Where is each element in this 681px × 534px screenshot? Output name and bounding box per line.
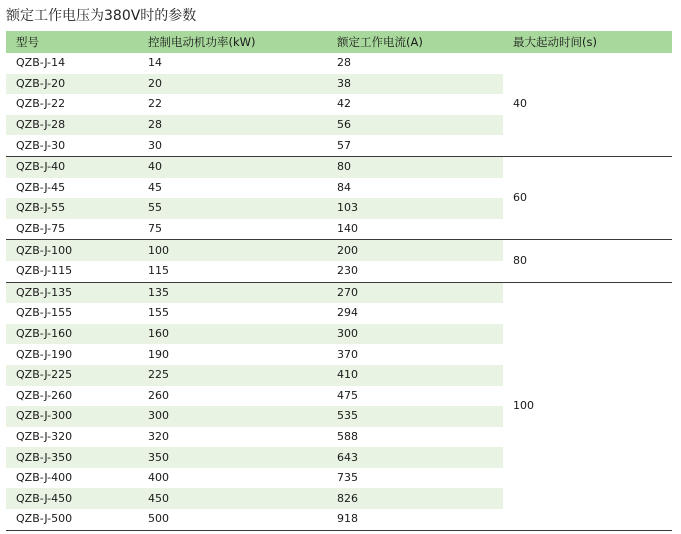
cell-motor-power: 225 — [138, 365, 327, 386]
cell-motor-power: 500 — [138, 509, 327, 530]
cell-motor-power: 75 — [138, 219, 327, 240]
cell-model: QZB-J-190 — [16, 347, 73, 361]
table-title: 额定工作电压为380V时的参数 — [6, 8, 197, 24]
cell-motor-power: 115 — [138, 261, 327, 282]
cell-rated-current: 57 — [327, 135, 503, 156]
table-row — [6, 240, 672, 261]
cell-model: QZB-J-400 — [16, 471, 73, 485]
cell-model: QZB-J-100 — [6, 240, 138, 261]
cell-model: QZB-J-155 — [16, 306, 73, 320]
cell-motor-power: 20 — [138, 74, 327, 95]
cell-motor-power: 260 — [148, 388, 169, 402]
cell-motor-power: 40 — [138, 156, 327, 177]
table-header — [6, 31, 672, 53]
cell-rated-current: 56 — [327, 115, 503, 136]
cell-model: QZB-J-160 — [6, 324, 138, 345]
cell-rated-current: 103 — [327, 198, 503, 219]
cell-max-start-time: 100 — [503, 282, 672, 530]
cell-rated-current: 84 — [337, 180, 351, 194]
cell-model: QZB-J-260 — [16, 388, 73, 402]
cell-max-start-time: 40 — [503, 53, 672, 156]
header-row — [6, 31, 672, 53]
cell-model: QZB-J-14 — [16, 56, 66, 70]
cell-model: QZB-J-500 — [6, 509, 138, 530]
cell-rated-current: 80 — [327, 156, 503, 177]
cell-rated-current: 270 — [327, 282, 503, 303]
cell-rated-current: 230 — [327, 261, 503, 282]
cell-model: QZB-J-22 — [16, 97, 66, 111]
cell-motor-power: 350 — [138, 447, 327, 468]
cell-model: QZB-J-225 — [6, 365, 138, 386]
cell-model: QZB-J-28 — [6, 115, 138, 136]
header-max-start-time: 最大起动时间(s) — [503, 31, 672, 53]
cell-rated-current: 918 — [327, 509, 503, 530]
cell-motor-power: 190 — [148, 347, 169, 361]
cell-motor-power: 160 — [138, 324, 327, 345]
cell-max-start-time: 60 — [503, 156, 672, 239]
cell-rated-current: 643 — [327, 447, 503, 468]
cell-motor-power: 30 — [138, 135, 327, 156]
cell-rated-current: 200 — [327, 240, 503, 261]
cell-motor-power: 14 — [148, 56, 162, 70]
cell-motor-power: 320 — [148, 429, 169, 443]
cell-motor-power: 135 — [138, 282, 327, 303]
table-body — [6, 53, 672, 530]
cell-rated-current: 735 — [337, 471, 358, 485]
table-row — [6, 156, 672, 177]
cell-motor-power: 22 — [148, 97, 162, 111]
cell-rated-current: 826 — [327, 488, 503, 509]
cell-rated-current: 140 — [327, 219, 503, 240]
cell-rated-current: 294 — [337, 306, 358, 320]
table-row — [6, 53, 672, 74]
cell-rated-current: 535 — [327, 406, 503, 427]
parameters-table — [6, 31, 672, 531]
header-motor-power: 控制电动机功率(kW) — [138, 31, 327, 53]
cell-rated-current: 410 — [327, 365, 503, 386]
cell-model: QZB-J-40 — [6, 156, 138, 177]
cell-motor-power: 45 — [148, 180, 162, 194]
cell-motor-power: 55 — [138, 198, 327, 219]
cell-rated-current: 300 — [327, 324, 503, 345]
cell-rated-current: 475 — [337, 388, 358, 402]
cell-model: QZB-J-45 — [16, 180, 66, 194]
cell-rated-current: 370 — [337, 347, 358, 361]
cell-model: QZB-J-350 — [6, 447, 138, 468]
cell-model: QZB-J-135 — [6, 282, 138, 303]
cell-rated-current: 42 — [337, 97, 351, 111]
header-rated-current: 额定工作电流(A) — [327, 31, 503, 53]
cell-model: QZB-J-20 — [6, 74, 138, 95]
cell-rated-current: 28 — [337, 56, 351, 70]
cell-model: QZB-J-300 — [6, 406, 138, 427]
cell-motor-power: 100 — [138, 240, 327, 261]
cell-max-start-time: 80 — [503, 240, 672, 282]
cell-motor-power: 28 — [138, 115, 327, 136]
cell-model: QZB-J-450 — [6, 488, 138, 509]
cell-model: QZB-J-30 — [6, 135, 138, 156]
cell-model: QZB-J-75 — [6, 219, 138, 240]
cell-motor-power: 300 — [138, 406, 327, 427]
table-row — [6, 282, 672, 303]
cell-model: QZB-J-115 — [6, 261, 138, 282]
cell-motor-power: 155 — [148, 306, 169, 320]
header-model: 型号 — [6, 31, 138, 53]
cell-motor-power: 450 — [138, 488, 327, 509]
cell-model: QZB-J-320 — [16, 429, 73, 443]
cell-motor-power: 400 — [148, 471, 169, 485]
cell-rated-current: 588 — [337, 429, 358, 443]
cell-rated-current: 38 — [327, 74, 503, 95]
cell-model: QZB-J-55 — [6, 198, 138, 219]
